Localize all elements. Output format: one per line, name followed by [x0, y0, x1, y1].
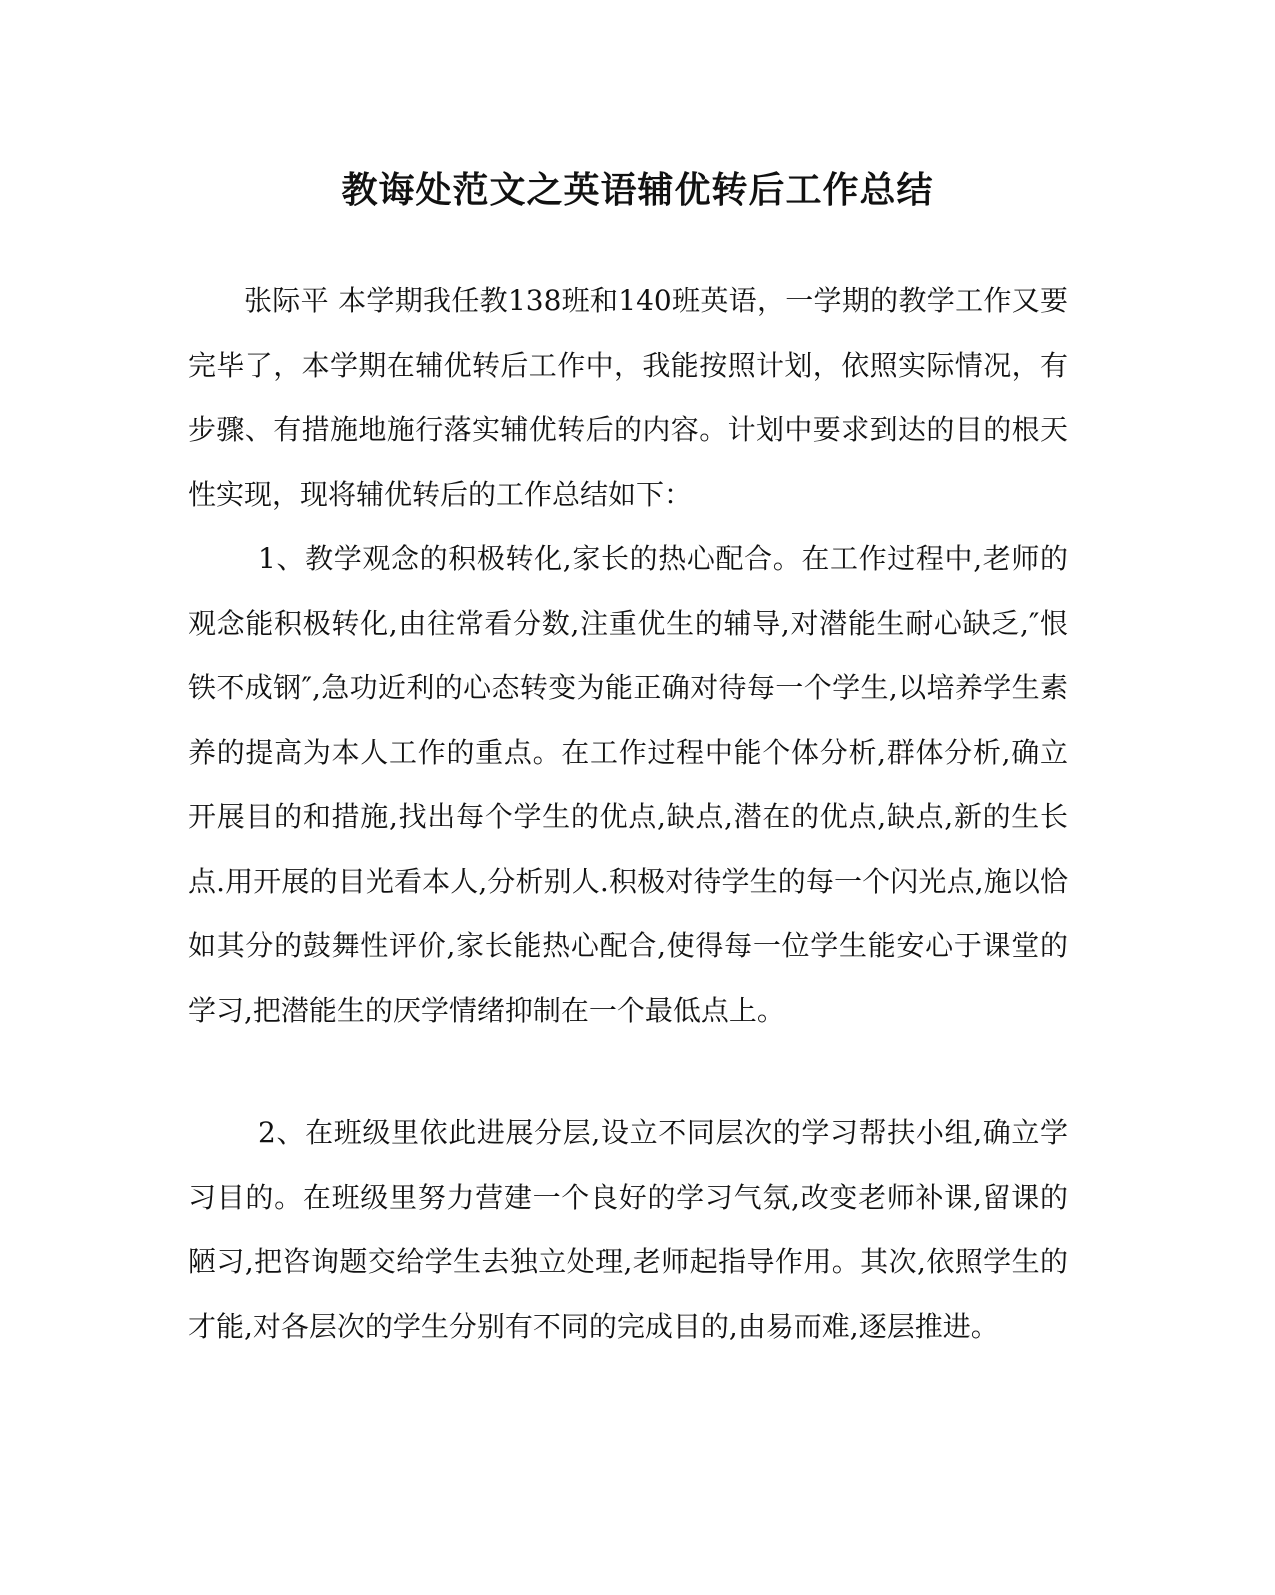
- document-title: 教诲处范文之英语辅优转后工作总结: [341, 169, 934, 211]
- paragraph-point-2: 2、在班级里依此进展分层,设立不同层次的学习帮扶小组,确立学习目的。在班级里努力营建一个良好的学习气氛,改变老师补课,留课的陋习,把咨询题交给学生去独立处理,老师起指导作用。其次,依照学生的才能,对各层次的学生分别有不同的完成目的,由易而难,逐层推进。: [188, 1116, 1068, 1343]
- paragraph-point-1: 1、教学观念的积极转化,家长的热心配合。在工作过程中,老师的观念能积极转化,由往常看分数,注重优生的辅导,对潜能生耐心缺乏,″恨铁不成钢″,急功近利的心态转变为能正确对待每一个学生,以培养学生素养的提高为本人工作的重点。在工作过程中能个体分析,群体分析,确立开展目的和措施,找出每个学生的优点,缺点,潜在的优点,缺点,新的生长点.用开展的目光看本人,分析别人.积极对待学生的每一个闪光点,施以恰如其分的鼓舞性评价,家长能热心配合,使得每一位学生能安心于课堂的学习,把潜能生的厌学情绪抑制在一个最低点上。: [188, 542, 1068, 1027]
- paragraph-intro: 张际平 本学期我任教138班和140班英语，一学期的教学工作又要完毕了，本学期在辅优转后工作中，我能按照计划，依照实际情况，有步骤、有措施地施行落实辅优转后的内容。计划中要求到达的目的根天性实现，现将辅优转后的工作总结如下：: [188, 284, 1068, 511]
